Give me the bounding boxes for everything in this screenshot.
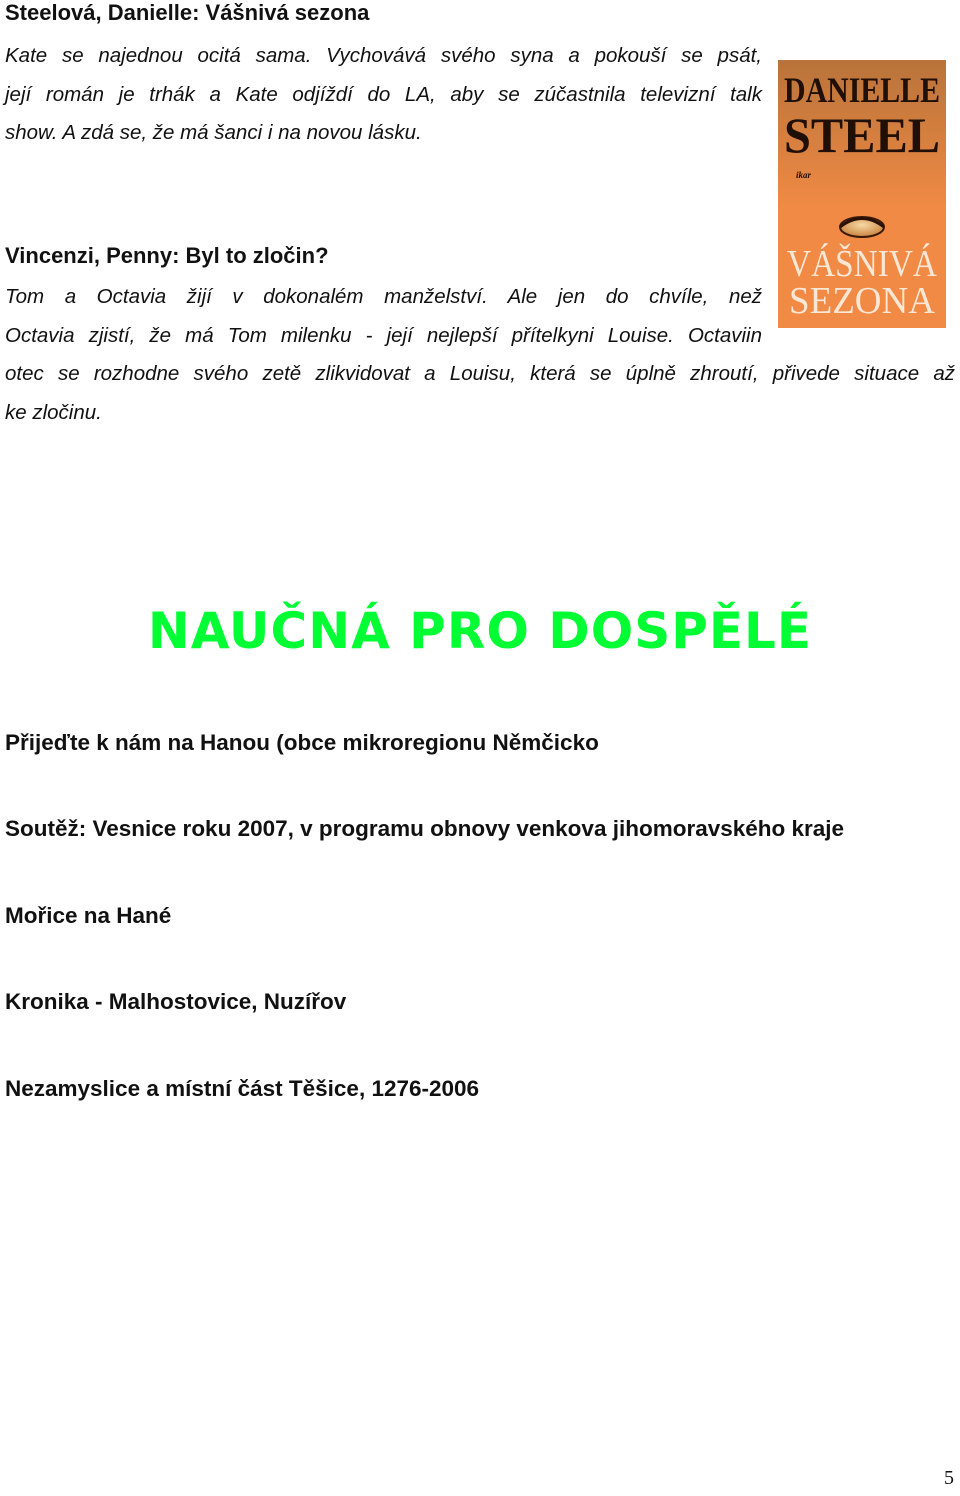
cover-publisher-logo: ikar	[796, 170, 812, 180]
book-description	[5, 278, 955, 432]
description-line: Tom a Octavia žijí v dokonalém manželství. Ale jen do chvíle, než	[5, 285, 762, 308]
cover-author-bottom: STEEL	[784, 107, 940, 163]
page-number: 5	[944, 1467, 954, 1489]
book-title: Steelová, Danielle: Vášnivá sezona	[5, 0, 370, 25]
description-line: Kate se najednou ocitá sama. Vychovává svého syna a pokouší se psát,	[5, 44, 762, 67]
cover-title-bottom: SEZONA	[789, 280, 936, 322]
link-item[interactable]: Kronika - Malhostovice, Nuzířov	[5, 989, 347, 1014]
cover-title-top: VÁŠNIVÁ	[787, 243, 938, 285]
book-description	[5, 37, 762, 153]
link-item[interactable]: Mořice na Hané	[5, 903, 172, 928]
description-line: otec se rozhodne svého zetě zlikvidovat a Louisu, která se úplně zhroutí, přivede situace až	[5, 362, 955, 385]
link-item[interactable]: Nezamyslice a místní část Těšice, 1276-2006	[5, 1076, 480, 1101]
section-heading: NAUČNÁ PRO DOSPĚLÉ	[147, 602, 813, 660]
cover-author-top: DANIELLE	[784, 70, 940, 110]
description-line: Octavia zjistí, že má Tom milenku - její nejlepší přítelkyni Louise. Octaviin	[5, 323, 762, 347]
link-item[interactable]: Soutěž: Vesnice roku 2007, v programu obnovy venkova jihomoravského kraje	[5, 816, 845, 841]
description-line: show. A zdá se, že má šanci i na novou lásku.	[5, 121, 422, 144]
link-item[interactable]: Přijeďte k nám na Hanou (obce mikroregionu Němčicko	[5, 730, 599, 755]
description-line: ke zločinu.	[5, 400, 102, 424]
book-title: Vincenzi, Penny: Byl to zločin?	[5, 243, 329, 268]
description-line: její román je trhák a Kate odjíždí do LA, aby se zúčastnila televizní talk	[5, 82, 762, 106]
